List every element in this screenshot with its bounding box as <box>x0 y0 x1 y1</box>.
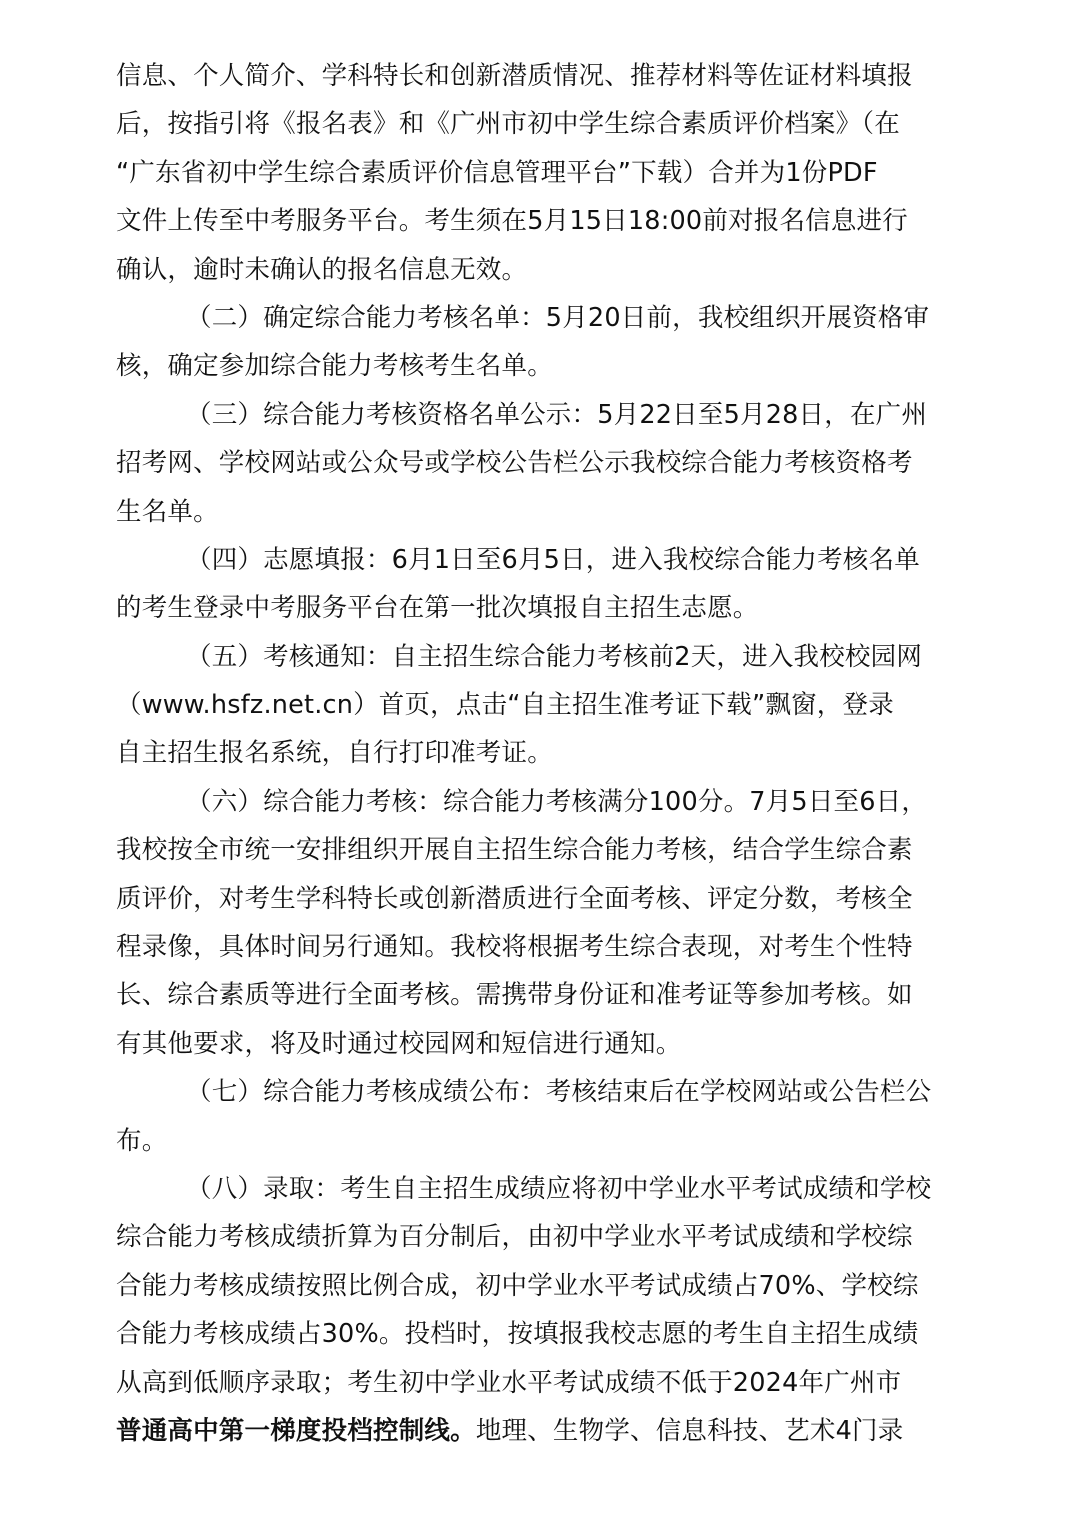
text-line: 质评价，对考生学科特长或创新潜质进行全面考核、评定分数，考核全 <box>116 883 913 914</box>
text-line: 合能力考核成绩占30%。投档时，按填报我校志愿的考生自主招生成绩 <box>116 1319 919 1350</box>
text-line: 综合能力考核成绩折算为百分制后，由初中学业水平考试成绩和学校综 <box>116 1222 913 1253</box>
text-line: “广东省初中学生综合素质评价信息管理平台”下载）合并为1份PDF <box>116 157 878 188</box>
text-line: 生名单。 <box>116 496 219 527</box>
document-body <box>116 52 968 1455</box>
text-line: 合能力考核成绩按照比例合成，初中学业水平考试成绩占70%、学校综 <box>116 1270 919 1301</box>
text-line: 程录像，具体时间另行通知。我校将根据考生综合表现，对考生个性特 <box>116 932 913 963</box>
text-line: 有其他要求，将及时通过校园网和短信进行通知。 <box>116 1028 682 1059</box>
text-line: 后，按指引将《报名表》和《广州市初中学生综合素质评价档案》（在 <box>116 109 900 140</box>
text-line <box>116 1407 968 1455</box>
text-line: （www.hsfz.net.cn）首页，点击“自主招生准考证下载”飘窗，登录 <box>116 690 894 721</box>
text-line: 核，确定参加综合能力考核考生名单。 <box>116 351 553 382</box>
text-line: 文件上传至中考服务平台。考生须在5月15日18:00前对报名信息进行 <box>116 206 908 237</box>
text-line: 招考网、学校网站或公众号或学校公告栏公示我校综合能力考核资格考 <box>116 448 913 479</box>
bold-control-line-text: 普通高中第一梯度投档控制线。 <box>116 1415 476 1446</box>
paragraph-8-heading: （八）录取：考生自主招生成绩应将初中学业水平考试成绩和学校 <box>186 1173 932 1204</box>
text-line: 的考生登录中考服务平台在第一批次填报自主招生志愿。 <box>116 593 759 624</box>
text-line: 自主招生报名系统，自行打印准考证。 <box>116 738 553 769</box>
paragraph-2-heading: （二）确定综合能力考核名单：5月20日前，我校组织开展资格审 <box>186 302 930 333</box>
paragraph-5-heading: （五）考核通知：自主招生综合能力考核前2天，进入我校校园网 <box>186 641 923 672</box>
paragraph-7-heading: （七）综合能力考核成绩公布：考核结束后在学校网站或公告栏公 <box>186 1077 932 1108</box>
paragraph-4-heading: （四）志愿填报：6月1日至6月5日，进入我校综合能力考核名单 <box>186 544 920 575</box>
text-line: 长、综合素质等进行全面考核。需携带身份证和准考证等参加考核。如 <box>116 980 913 1011</box>
text-line: 信息、个人简介、学科特长和创新潜质情况、推荐材料等佐证材料填报 <box>116 61 913 91</box>
text-line-rest: 地理、生物学、信息科技、艺术4门录 <box>475 1415 904 1446</box>
text-line: 布。 <box>116 1125 168 1156</box>
paragraph-6-heading: （六）综合能力考核：综合能力考核满分100分。7月5日至6日， <box>186 786 928 817</box>
paragraph-3-heading: （三）综合能力考核资格名单公示：5月22日至5月28日，在广州 <box>186 399 928 430</box>
text-line: 从高到低顺序录取；考生初中学业水平考试成绩不低于2024年广州市 <box>116 1367 902 1398</box>
text-line: 确认，逾时未确认的报名信息无效。 <box>116 254 528 285</box>
text-line: 我校按全市统一安排组织开展自主招生综合能力考核，结合学生综合素 <box>116 835 913 866</box>
